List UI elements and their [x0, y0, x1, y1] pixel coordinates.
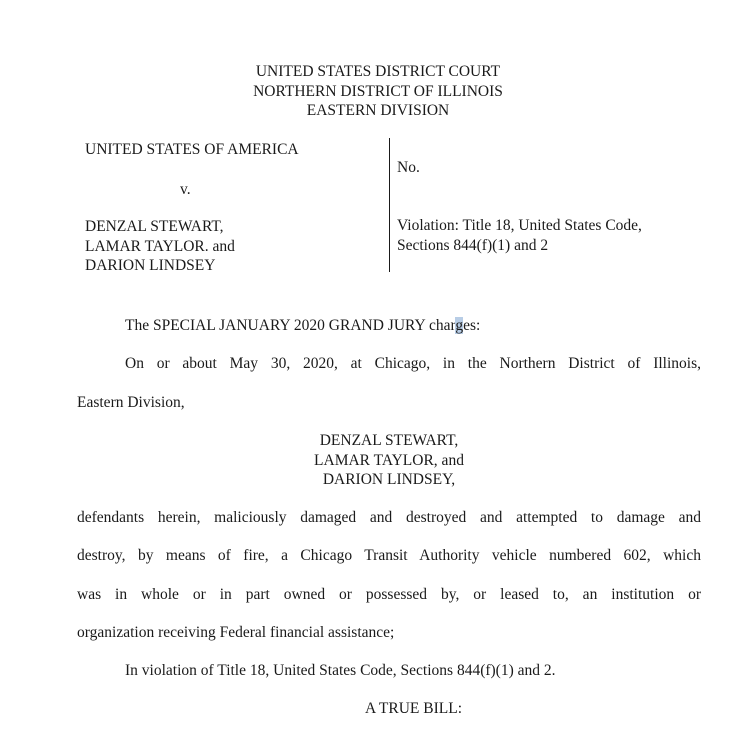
named-defendants — [0, 431, 756, 490]
paragraph-line: On or about May 30, 2020, at Chicago, in the Northern District of Illinois, — [125, 355, 701, 372]
paragraph-line: was in whole or in part owned or possessed by, or leased to, an institution or — [77, 586, 701, 603]
defendant-name: LAMAR TAYLOR. and — [85, 237, 235, 255]
case-caption-details — [397, 158, 717, 254]
versus-label: v. — [180, 181, 191, 198]
intro-text: The SPECIAL JANUARY 2020 GRAND JURY char — [125, 317, 456, 334]
defendant-name: DENZAL STEWART, — [85, 218, 224, 235]
grand-jury-intro — [125, 317, 480, 335]
paragraph-line: defendants herein, maliciously damaged and destroyed and attempted to damage and — [77, 509, 701, 526]
plaintiff-name: UNITED STATES OF AMERICA — [85, 141, 299, 158]
intro-text-end: es: — [463, 317, 481, 334]
violation-line: Sections 844(f)(1) and 2 — [397, 236, 549, 254]
court-header — [0, 62, 756, 121]
caption-divider — [389, 138, 390, 272]
defendant-name: DENZAL STEWART, — [319, 432, 459, 449]
violation-citation — [397, 216, 642, 255]
court-division: EASTERN DIVISION — [306, 102, 450, 119]
caption-defendants — [85, 217, 235, 276]
paragraph-line: destroy, by means of fire, a Chicago Transit Authority vehicle numbered 602, which — [77, 547, 701, 564]
violation-line: Violation: Title 18, United States Code, — [397, 217, 642, 234]
case-number-label: No. — [397, 159, 420, 176]
true-bill-label: A TRUE BILL: — [365, 700, 463, 717]
defendant-name: DARION LINDSEY — [85, 257, 216, 274]
defendant-name: DARION LINDSEY, — [322, 471, 456, 488]
court-district: NORTHERN DISTRICT OF ILLINOIS — [253, 82, 503, 100]
court-name: UNITED STATES DISTRICT COURT — [255, 63, 501, 80]
text-cursor-highlight: g — [455, 317, 464, 334]
case-caption-parties — [85, 140, 385, 274]
paragraph-line: organization receiving Federal financial assistance; — [77, 624, 395, 641]
violation-statement: In violation of Title 18, United States Code, Sections 844(f)(1) and 2. — [125, 662, 556, 679]
defendant-name: LAMAR TAYLOR, and — [314, 451, 464, 469]
paragraph-line: Eastern Division, — [77, 394, 185, 411]
